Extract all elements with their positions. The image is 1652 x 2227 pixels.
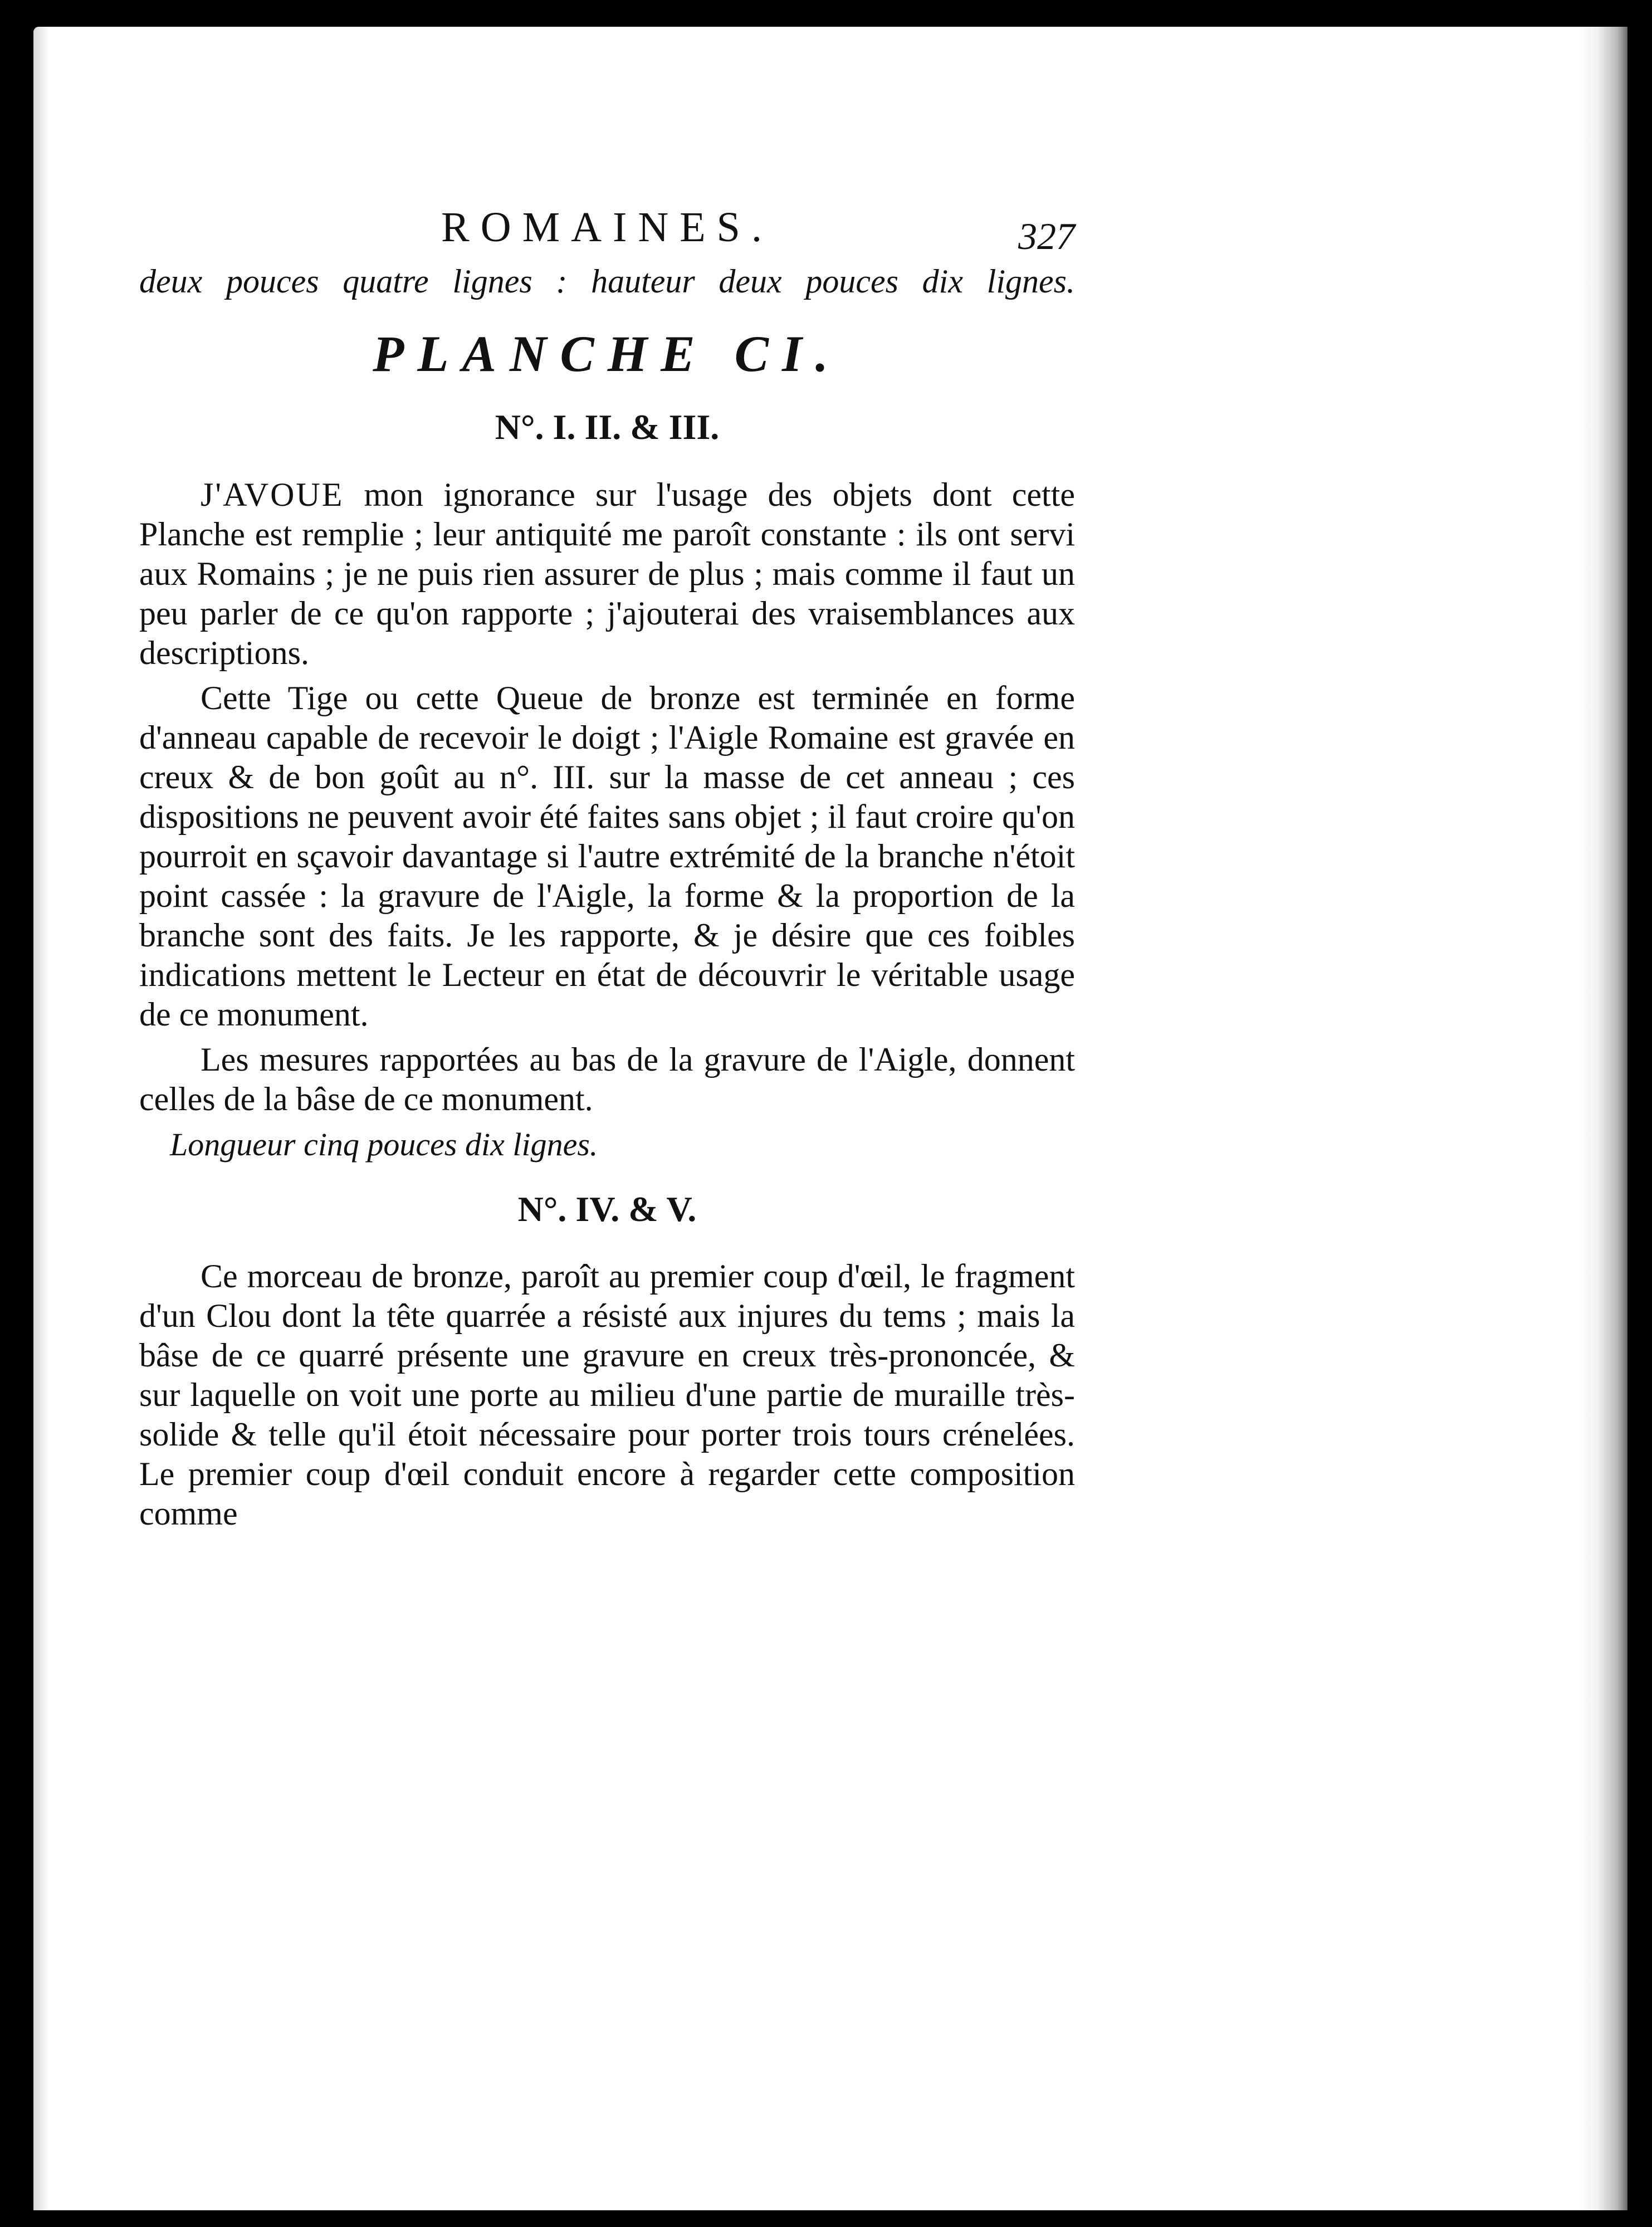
paragraph-3: Les mesures rapportées au bas de la gravure de l'Aigle, donnent celles de la bâse de ce monument.	[139, 1041, 1075, 1117]
paragraph-1	[139, 475, 1075, 673]
page-number: 327	[1018, 215, 1075, 257]
paragraph-4: Ce morceau de bronze, paroît au premier coup d'œil, le fragment d'un Clou dont la tête quarrée a résisté aux injures du tems ; mais la bâse de ce quarré présente une gravure en creux très-prononcée, & sur laquelle on voit une porte au milieu d'une partie de muraille très-solide & telle qu'il étoit nécessaire pour porter trois tours crénelées. Le premier coup d'œil conduit encore à regarder cette composition comme	[139, 1257, 1075, 1532]
measurement-line: Longueur cinq pouces dix lignes.	[170, 1126, 598, 1163]
continuation-line: deux pouces quatre lignes : hauteur deux pouces dix lignes.	[139, 263, 1075, 300]
paragraph-1-text: mon ignorance sur l'usage des objets dont cette Planche est remplie ; leur antiquité me paroît constante : ils ont servi aux Romains ; je ne puis rien assurer de plus ; mais comme il faut un peu parler de ce qu'on rapporte ; j'ajouterai des vraisemblances aux descriptions.	[139, 476, 1075, 671]
plate-heading: PLANCHE CI.	[373, 325, 842, 382]
running-header	[139, 184, 1075, 262]
drop-word: J'AVOUE	[201, 476, 344, 513]
section-heading-2: N°. IV. & V.	[517, 1189, 697, 1229]
paragraph-2: Cette Tige ou cette Queue de bronze est terminée en forme d'anneau capable de recevoir le doigt ; l'Aigle Romaine est gravée en creux & de bon goût au n°. III. sur la masse de cet anneau ; ces dispositions ne peuvent avoir été faites sans objet ; il faut croire qu'on pourroit en sçavoir davantage si l'autre extrémité de la branche n'étoit point cassée : la gravure de l'Aigle, la forme & la proportion de la branche sont des faits. Je les rapporte, & je désire que ces foibles indications mettent le Lecteur en état de découvrir le véritable usage de ce monument.	[139, 679, 1075, 1033]
main-text	[139, 259, 1075, 1539]
section-heading-1: N°. I. II. & III.	[495, 407, 720, 447]
running-title: ROMAINES.	[441, 204, 773, 251]
gutter-shadow	[33, 27, 49, 2210]
page-edge-shadow	[1577, 27, 1627, 2210]
